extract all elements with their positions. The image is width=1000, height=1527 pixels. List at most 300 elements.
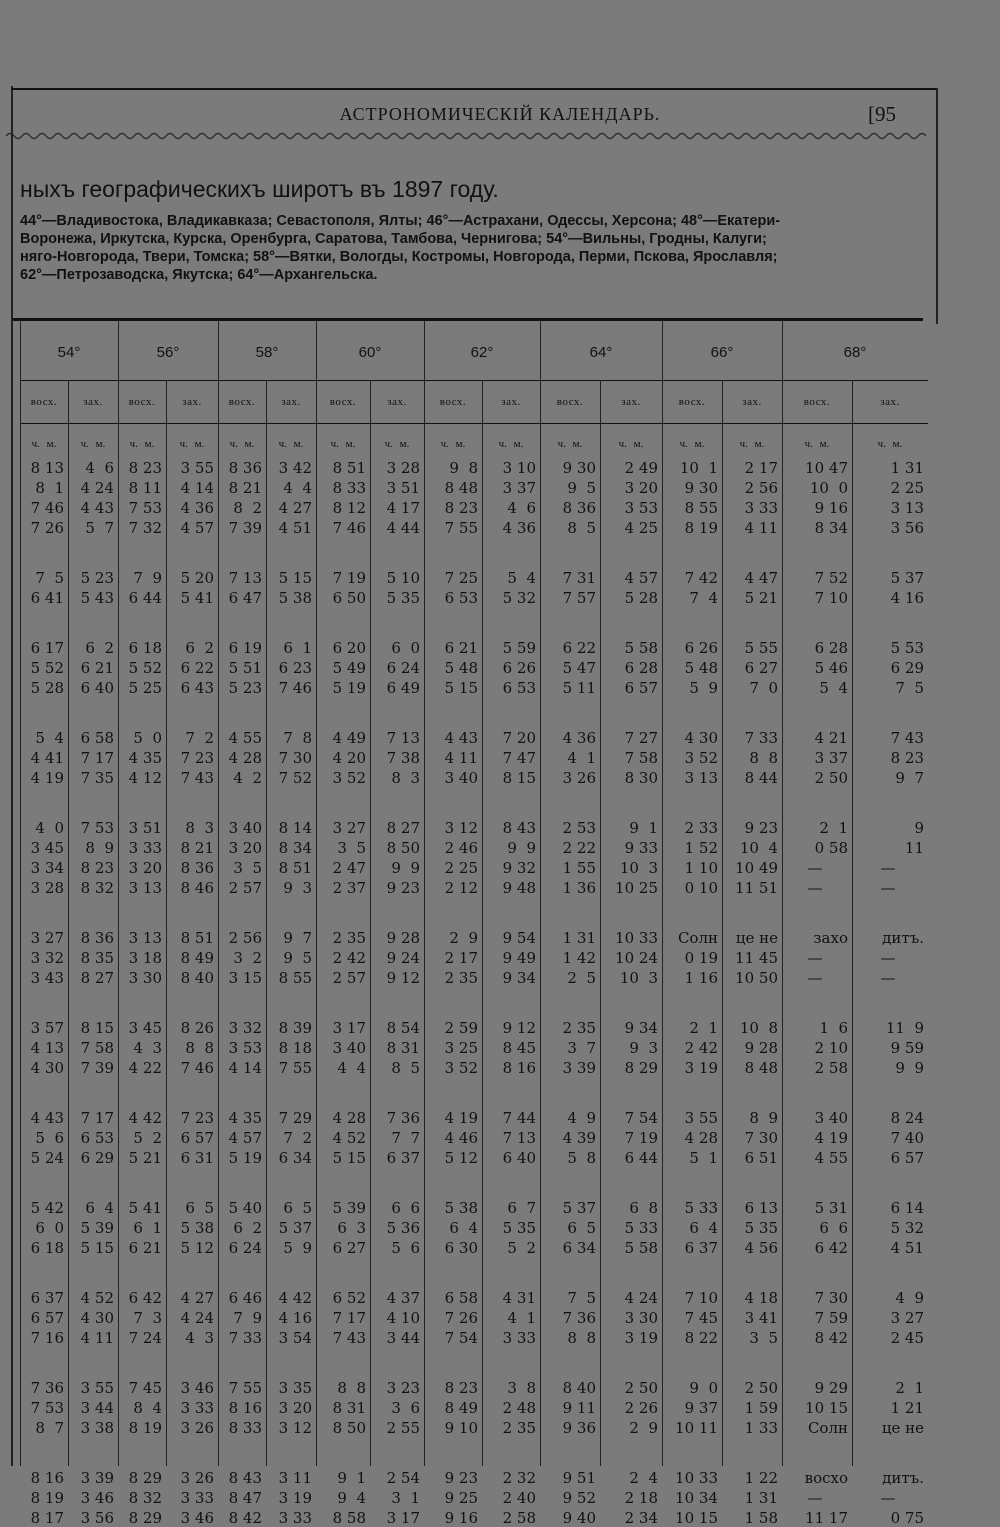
time-cell: 6 30 [444, 1239, 478, 1257]
time-cell: 10 15 [675, 1509, 718, 1527]
time-cell: 2 12 [444, 879, 478, 897]
time-cell: 2 32 [502, 1469, 536, 1487]
time-cell: 4 36 [502, 519, 536, 537]
time-cell: 3 7 [567, 1039, 596, 1057]
time-cell: 6 37 [30, 1289, 64, 1307]
time-cell: 5 48 [444, 659, 478, 677]
time-cell: 4 28 [332, 1109, 366, 1127]
time-cell: 10 3 [619, 859, 658, 877]
time-cell: 6 57 [180, 1129, 214, 1147]
time-cell: 4 43 [444, 729, 478, 747]
time-cell: 8 7 [35, 1419, 64, 1437]
time-cell: 9 28 [744, 1039, 778, 1057]
time-cell: 4 3 [185, 1329, 214, 1347]
time-cell: 6 0 [35, 1219, 64, 1237]
time-cell: 2 57 [332, 969, 366, 987]
time-cell: 7 57 [562, 589, 596, 607]
time-cell: 4 30 [684, 729, 718, 747]
time-cell: 5 38 [180, 1219, 214, 1237]
time-cell: 5 15 [444, 679, 478, 697]
time-cell: 6 40 [502, 1149, 536, 1167]
time-cell: 7 43 [180, 769, 214, 787]
time-cell: 9 29 [814, 1379, 848, 1397]
time-cell: 3 51 [128, 819, 162, 837]
sunset-header: зах. [281, 396, 301, 408]
time-cell: 6 42 [128, 1289, 162, 1307]
time-cell: 7 8 [283, 729, 312, 747]
time-cell: 4 4 [337, 1059, 366, 1077]
time-cell: 5 12 [444, 1149, 478, 1167]
time-cell: 4 16 [890, 589, 924, 607]
latitude-header: 54° [57, 344, 81, 361]
time-cell: 3 20 [278, 1399, 312, 1417]
time-cell: 2 58 [814, 1059, 848, 1077]
time-cell: 3 13 [128, 929, 162, 947]
time-cell: 7 40 [890, 1129, 924, 1147]
sunrise-header: восх. [678, 396, 706, 408]
time-cell: 3 13 [684, 769, 718, 787]
time-cell: 6 5 [567, 1219, 596, 1237]
time-cell: 2 4 [629, 1469, 658, 1487]
time-cell: 3 56 [890, 519, 924, 537]
time-cell: 7 55 [278, 1059, 312, 1077]
time-cell: 3 40 [332, 1039, 366, 1057]
time-cell: 3 44 [80, 1399, 114, 1417]
time-cell: 6 22 [180, 659, 214, 677]
time-cell: 3 18 [128, 949, 162, 967]
time-cell: 7 17 [80, 749, 114, 767]
time-cell: 2 25 [444, 859, 478, 877]
time-cell: 3 33 [180, 1489, 214, 1507]
time-cell: 5 19 [332, 679, 366, 697]
time-cell: — [807, 969, 823, 987]
time-cell: 6 26 [684, 639, 718, 657]
time-cell: 8 51 [332, 459, 366, 477]
time-cell: 7 29 [278, 1109, 312, 1127]
time-cell: 6 4 [689, 1219, 718, 1237]
time-cell: 8 44 [744, 769, 778, 787]
time-cell: 5 35 [502, 1219, 536, 1237]
time-cell: 2 53 [562, 819, 596, 837]
time-cell: 3 28 [386, 459, 420, 477]
time-unit-label: ч. м. [278, 438, 304, 450]
time-cell: 9 59 [890, 1039, 924, 1057]
time-cell: 6 46 [228, 1289, 262, 1307]
time-cell: 3 39 [80, 1469, 114, 1487]
time-cell: 4 30 [30, 1059, 64, 1077]
time-cell: — [880, 1489, 896, 1507]
time-cell: 6 27 [332, 1239, 366, 1257]
time-cell: 5 11 [562, 679, 596, 697]
time-cell: 7 55 [228, 1379, 262, 1397]
running-head: АСТРОНОМИЧЕСКІЙ КАЛЕНДАРЬ. [339, 104, 661, 124]
latitude-header: 56° [156, 344, 180, 361]
time-cell: 7 2 [185, 729, 214, 747]
time-cell: 4 57 [180, 519, 214, 537]
time-cell: 10 1 [679, 459, 718, 477]
time-cell: 5 37 [278, 1219, 312, 1237]
time-cell: 11 45 [735, 949, 778, 967]
time-cell: 5 1 [689, 1149, 718, 1167]
time-cell: 2 40 [502, 1489, 536, 1507]
time-cell: 8 31 [332, 1399, 366, 1417]
time-cell: 8 29 [128, 1469, 162, 1487]
time-unit-label: ч. м. [877, 438, 903, 450]
time-cell: 7 46 [278, 679, 312, 697]
time-cell: 3 8 [507, 1379, 536, 1397]
time-cell: 6 4 [449, 1219, 478, 1237]
latitude-header: 62° [470, 344, 494, 361]
time-cell: 7 58 [624, 749, 658, 767]
time-cell: 7 0 [749, 679, 778, 697]
time-cell: 4 3 [133, 1039, 162, 1057]
time-cell: 8 17 [30, 1509, 64, 1527]
time-cell: 7 13 [386, 729, 420, 747]
time-cell: 5 35 [386, 589, 420, 607]
time-cell: 4 28 [228, 749, 262, 767]
time-cell: 8 15 [502, 769, 536, 787]
time-cell: 4 0 [35, 819, 64, 837]
time-cell: 4 49 [332, 729, 366, 747]
time-cell: 8 23 [444, 1379, 478, 1397]
time-cell: 6 2 [85, 639, 114, 657]
time-cell: 10 34 [675, 1489, 718, 1507]
time-cell: 6 44 [128, 589, 162, 607]
time-cell: 5 31 [814, 1199, 848, 1217]
time-cell: 2 18 [624, 1489, 658, 1507]
time-cell: 5 58 [624, 639, 658, 657]
time-cell: 4 28 [684, 1129, 718, 1147]
time-cell: 3 27 [332, 819, 366, 837]
time-cell: 4 4 [283, 479, 312, 497]
time-cell: 9 10 [444, 1419, 478, 1437]
time-cell: 6 29 [890, 659, 924, 677]
time-cell: 5 55 [744, 639, 778, 657]
time-cell: 7 42 [684, 569, 718, 587]
time-cell: 7 5 [895, 679, 924, 697]
time-cell: 4 24 [80, 479, 114, 497]
time-cell: 6 40 [80, 679, 114, 697]
time-cell: 9 30 [684, 479, 718, 497]
time-cell: 5 28 [30, 679, 64, 697]
time-cell: 5 36 [386, 1219, 420, 1237]
time-cell: 1 16 [684, 969, 718, 987]
time-cell: 4 44 [386, 519, 420, 537]
time-cell: 8 5 [391, 1059, 420, 1077]
sunrise-header: восх. [128, 396, 156, 408]
time-cell: 7 39 [228, 519, 262, 537]
time-cell: 9 5 [283, 949, 312, 967]
time-cell: 7 26 [444, 1309, 478, 1327]
time-cell: 4 18 [744, 1289, 778, 1307]
time-cell: 8 43 [502, 819, 536, 837]
time-cell: 4 11 [744, 519, 778, 537]
time-cell: 4 43 [30, 1109, 64, 1127]
time-cell: 2 17 [744, 459, 778, 477]
time-cell: 8 15 [80, 1019, 114, 1037]
time-cell: — [807, 859, 823, 877]
time-cell: 8 36 [562, 499, 596, 517]
time-cell: 5 47 [562, 659, 596, 677]
time-unit-label: ч. м. [31, 438, 57, 450]
time-cell: 4 35 [228, 1109, 262, 1127]
time-unit-label: ч. м. [229, 438, 255, 450]
time-cell: 7 24 [128, 1329, 162, 1347]
time-cell: 10 25 [615, 879, 658, 897]
time-cell: 9 9 [895, 1059, 924, 1077]
time-cell: 6 2 [185, 639, 214, 657]
time-cell: 7 32 [128, 519, 162, 537]
time-cell: 7 52 [814, 569, 848, 587]
time-cell: 10 50 [735, 969, 778, 987]
time-cell: 8 40 [562, 1379, 596, 1397]
time-cell: 5 21 [128, 1149, 162, 1167]
time-cell: 4 16 [278, 1309, 312, 1327]
time-cell: 11 [904, 839, 924, 857]
time-cell: — [807, 949, 823, 967]
time-cell: дитъ. [882, 929, 924, 947]
time-cell: 2 9 [449, 929, 478, 947]
time-cell: 7 45 [684, 1309, 718, 1327]
time-cell: 4 9 [567, 1109, 596, 1127]
time-cell: 11 17 [805, 1509, 848, 1527]
time-cell: 9 12 [386, 969, 420, 987]
time-unit-label: ч. м. [618, 438, 644, 450]
time-cell: 3 52 [684, 749, 718, 767]
time-cell: 7 23 [180, 1109, 214, 1127]
time-cell: 6 44 [624, 1149, 658, 1167]
time-unit-label: ч. м. [804, 438, 830, 450]
time-cell: 2 5 [567, 969, 596, 987]
time-cell: 6 24 [386, 659, 420, 677]
time-cell: 6 43 [180, 679, 214, 697]
time-cell: 5 41 [128, 1199, 162, 1217]
time-cell: 3 20 [624, 479, 658, 497]
time-cell: 6 18 [128, 639, 162, 657]
time-cell: 7 59 [814, 1309, 848, 1327]
time-cell: 2 25 [890, 479, 924, 497]
sunset-header: зах. [83, 396, 103, 408]
time-cell: 2 9 [629, 1419, 658, 1437]
time-cell: 8 22 [684, 1329, 718, 1347]
description-line: нягo-Новгорода, Твери, Томска; 58°—Вятки, Вологды, Костромы, Новгорода, Перми, Пскова, Ярославля; [20, 249, 778, 265]
sunrise-header: восх. [556, 396, 584, 408]
sunset-header: зах. [501, 396, 521, 408]
time-cell: 3 43 [30, 969, 64, 987]
time-cell: 3 1 [391, 1489, 420, 1507]
time-cell: 5 24 [30, 1149, 64, 1167]
description-line: 44°—Владивостока, Владикавказа; Севастополя, Ялты; 46°—Астрахани, Одессы, Херсона; 48°—Екатери- [20, 213, 781, 229]
time-cell: 7 44 [502, 1109, 536, 1127]
time-cell: 1 55 [562, 859, 596, 877]
time-cell: 7 19 [332, 569, 366, 587]
time-cell: 5 4 [819, 679, 848, 697]
time-cell: 2 26 [624, 1399, 658, 1417]
time-cell: 7 25 [444, 569, 478, 587]
time-cell: 2 57 [228, 879, 262, 897]
time-cell: 4 1 [507, 1309, 536, 1327]
latitude-header: 68° [843, 344, 867, 361]
time-cell: 4 6 [85, 459, 114, 477]
time-cell: 5 35 [744, 1219, 778, 1237]
time-cell: 8 49 [180, 949, 214, 967]
time-cell: 8 29 [128, 1509, 162, 1527]
time-cell: 9 37 [684, 1399, 718, 1417]
time-cell: 2 34 [624, 1509, 658, 1527]
time-cell: 6 42 [814, 1239, 848, 1257]
time-cell: 3 52 [332, 769, 366, 787]
time-cell: 8 8 [567, 1329, 596, 1347]
time-cell: 4 42 [278, 1289, 312, 1307]
time-cell: 6 47 [228, 589, 262, 607]
time-cell: 10 8 [739, 1019, 778, 1037]
time-cell: 9 [914, 819, 924, 837]
time-cell: 6 18 [30, 1239, 64, 1257]
time-cell: 3 11 [278, 1469, 312, 1487]
time-cell: 4 27 [180, 1289, 214, 1307]
time-cell: 7 3 [133, 1309, 162, 1327]
time-cell: 5 6 [35, 1129, 64, 1147]
time-cell: 7 30 [814, 1289, 848, 1307]
time-cell: 8 58 [332, 1509, 366, 1527]
time-cell: 10 11 [675, 1419, 718, 1437]
time-cell: 8 40 [180, 969, 214, 987]
time-cell: 4 55 [228, 729, 262, 747]
time-cell: 7 36 [562, 1309, 596, 1327]
time-cell: 4 14 [180, 479, 214, 497]
time-cell: 8 16 [228, 1399, 262, 1417]
time-cell: 6 21 [128, 1239, 162, 1257]
time-cell: 9 51 [562, 1469, 596, 1487]
time-cell: 4 17 [386, 499, 420, 517]
time-cell: 7 20 [502, 729, 536, 747]
time-cell: 2 1 [689, 1019, 718, 1037]
description-line: Воронежа, Иркутска, Курска, Оренбурга, Саратова, Тамбова, Чернигова; 54°—Вильны, Гродны, Калуги; [20, 231, 767, 247]
time-cell: 8 32 [128, 1489, 162, 1507]
time-cell: 5 0 [133, 729, 162, 747]
time-unit-label: ч. м. [440, 438, 466, 450]
time-cell: 9 11 [562, 1399, 596, 1417]
time-cell: 2 22 [562, 839, 596, 857]
time-cell: 7 9 [133, 569, 162, 587]
time-cell: 6 41 [30, 589, 64, 607]
time-cell: 7 52 [278, 769, 312, 787]
time-cell: це не [735, 929, 778, 947]
time-cell: 3 23 [386, 1379, 420, 1397]
time-cell: 7 23 [180, 749, 214, 767]
sunset-header: зах. [387, 396, 407, 408]
time-cell: 7 30 [744, 1129, 778, 1147]
time-cell: 4 19 [30, 769, 64, 787]
time-cell: 8 33 [228, 1419, 262, 1437]
time-cell: 6 53 [444, 589, 478, 607]
time-cell: 10 24 [615, 949, 658, 967]
time-cell: 3 17 [332, 1019, 366, 1037]
time-cell: 5 9 [283, 1239, 312, 1257]
time-cell: 4 27 [278, 499, 312, 517]
sunrise-header: восх. [439, 396, 467, 408]
time-cell: 5 38 [278, 589, 312, 607]
time-cell: 5 7 [85, 519, 114, 537]
time-cell: 7 54 [624, 1109, 658, 1127]
time-cell: 1 58 [744, 1509, 778, 1527]
time-unit-label: ч. м. [557, 438, 583, 450]
time-cell: 6 21 [444, 639, 478, 657]
sunrise-header: восх. [803, 396, 831, 408]
time-cell: 2 54 [386, 1469, 420, 1487]
time-cell: 5 52 [128, 659, 162, 677]
time-cell: 5 25 [128, 679, 162, 697]
latitude-header: 60° [358, 344, 382, 361]
time-cell: 5 33 [684, 1199, 718, 1217]
time-cell: 3 54 [278, 1329, 312, 1347]
time-cell: 8 8 [749, 749, 778, 767]
time-cell: 10 33 [675, 1469, 718, 1487]
time-cell: 9 5 [567, 479, 596, 497]
time-cell: 5 33 [624, 1219, 658, 1237]
time-cell: 8 36 [228, 459, 262, 477]
time-cell: 5 21 [744, 589, 778, 607]
time-cell: дитъ. [882, 1469, 924, 1487]
time-cell: 0 10 [684, 879, 718, 897]
latitude-header: 66° [710, 344, 734, 361]
time-unit-label: ч. м. [739, 438, 765, 450]
time-cell: 6 19 [228, 639, 262, 657]
time-cell: 8 23 [80, 859, 114, 877]
time-cell: 7 13 [228, 569, 262, 587]
time-cell: 8 23 [128, 459, 162, 477]
time-cell: 7 46 [180, 1059, 214, 1077]
time-cell: 4 36 [180, 499, 214, 517]
time-cell: 6 34 [562, 1239, 596, 1257]
time-cell: 9 54 [502, 929, 536, 947]
time-cell: 5 15 [278, 569, 312, 587]
sunrise-header: восх. [329, 396, 357, 408]
time-cell: 7 46 [332, 519, 366, 537]
time-cell: 7 33 [228, 1329, 262, 1347]
time-cell: 6 26 [502, 659, 536, 677]
time-cell: 4 30 [80, 1309, 114, 1327]
time-cell: 8 19 [128, 1419, 162, 1437]
time-cell: 3 39 [562, 1059, 596, 1077]
time-cell: 5 6 [391, 1239, 420, 1257]
time-cell: 4 51 [890, 1239, 924, 1257]
time-cell: 3 34 [30, 859, 64, 877]
time-cell: 3 19 [684, 1059, 718, 1077]
time-cell: 8 43 [228, 1469, 262, 1487]
time-cell: 11 51 [735, 879, 778, 897]
time-cell: 2 37 [332, 879, 366, 897]
time-cell: 8 9 [85, 839, 114, 857]
time-cell: 3 5 [749, 1329, 778, 1347]
time-cell: 6 2 [233, 1219, 262, 1237]
time-cell: 1 36 [562, 879, 596, 897]
time-cell: — [807, 1489, 823, 1507]
time-cell: восхо [804, 1469, 848, 1487]
time-cell: 8 27 [386, 819, 420, 837]
time-cell: 9 3 [629, 1039, 658, 1057]
time-cell: 5 37 [890, 569, 924, 587]
time-cell: 3 27 [890, 1309, 924, 1327]
time-cell: 6 21 [80, 659, 114, 677]
sunset-header: зах. [621, 396, 641, 408]
time-cell: 8 8 [337, 1379, 366, 1397]
time-cell: 5 2 [507, 1239, 536, 1257]
time-cell: 3 13 [890, 499, 924, 517]
time-cell: 3 45 [128, 1019, 162, 1037]
time-cell: 1 31 [562, 929, 596, 947]
time-cell: 6 0 [391, 639, 420, 657]
